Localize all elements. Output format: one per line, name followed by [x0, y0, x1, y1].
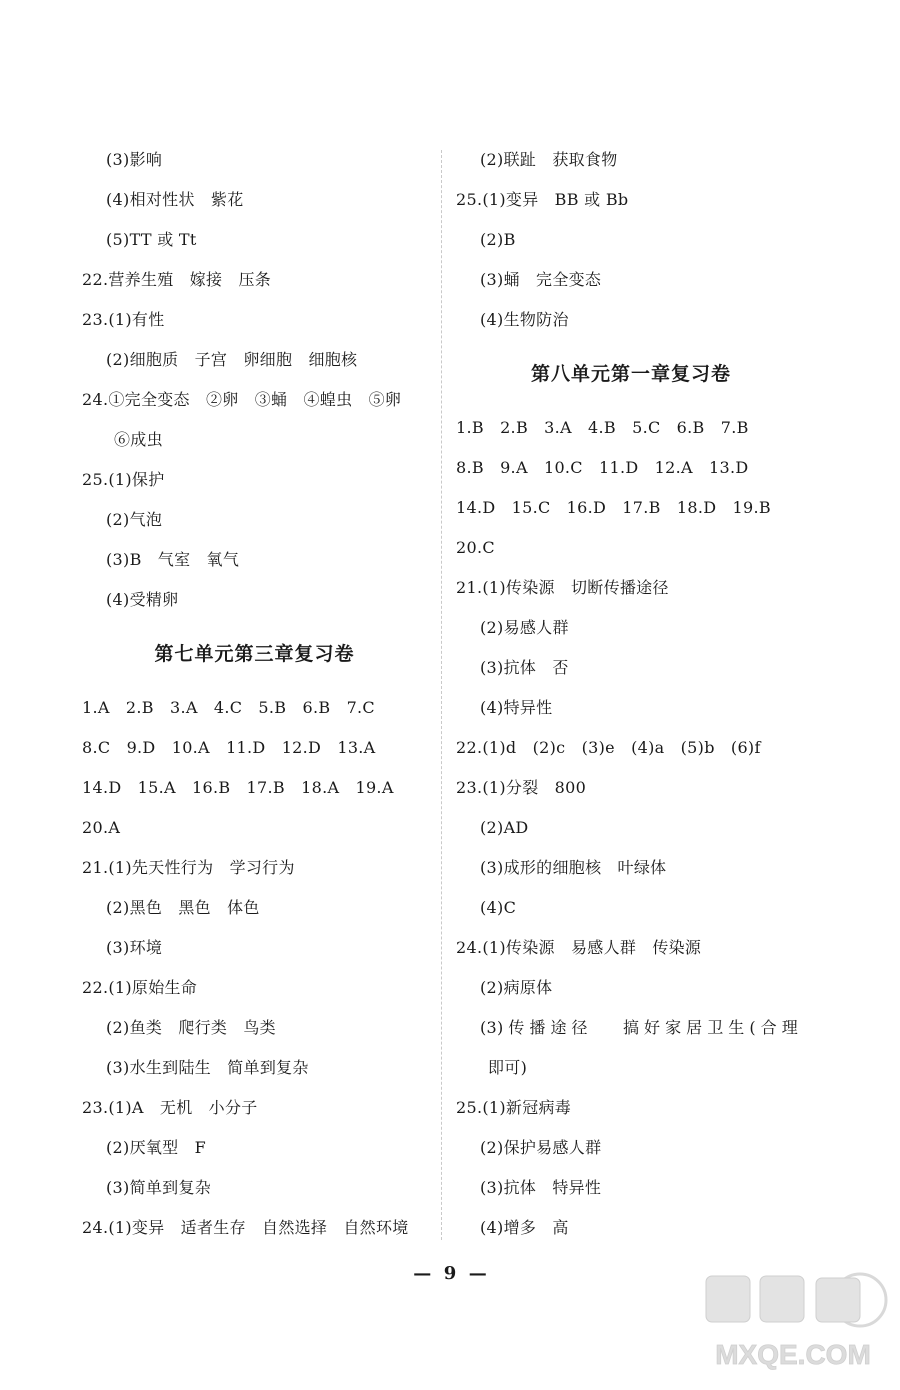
- answer-line: 20.C: [456, 538, 495, 557]
- answer-line: 23.(1)有性: [82, 310, 165, 329]
- answer-line: (3)抗体 否: [480, 658, 569, 677]
- answer-line: (4)受精卵: [106, 590, 179, 609]
- answer-line: 25.(1)变异 BB 或 Bb: [456, 190, 629, 209]
- answer-line: 即可): [488, 1058, 528, 1077]
- answer-line: 8.B 9.A 10.C 11.D 12.A 13.D: [456, 458, 749, 477]
- answer-line: (3)蛹 完全变态: [480, 270, 602, 289]
- answer-line: (5)TT 或 Tt: [106, 230, 197, 249]
- answer-line: (4)相对性状 紫花: [106, 190, 244, 209]
- answer-line: (2)易感人群: [480, 618, 569, 637]
- answer-line: 8.C 9.D 10.A 11.D 12.D 13.A: [82, 738, 376, 757]
- answer-line: (4)特异性: [480, 698, 553, 717]
- answer-line: 14.D 15.C 16.D 17.B 18.D 19.B: [456, 498, 771, 517]
- answer-line: 24.(1)变异 适者生存 自然选择 自然环境: [82, 1218, 409, 1237]
- answer-line: (2)细胞质 子宫 卵细胞 细胞核: [106, 350, 358, 369]
- page-number: — 9 —: [413, 1263, 487, 1284]
- answer-line: (2)病原体: [480, 978, 553, 997]
- answer-line: 24.①完全变态 ②卵 ③蛹 ④蝗虫 ⑤卵: [82, 390, 402, 409]
- answer-line: 14.D 15.A 16.B 17.B 18.A 19.A: [82, 778, 394, 797]
- answer-line: 22.营养生殖 嫁接 压条: [82, 270, 272, 289]
- answer-line: (2)AD: [480, 818, 529, 837]
- answer-line: 1.A 2.B 3.A 4.C 5.B 6.B 7.C: [82, 698, 375, 717]
- answer-line: 24.(1)传染源 易感人群 传染源: [456, 938, 702, 957]
- answer-line: 1.B 2.B 3.A 4.B 5.C 6.B 7.B: [456, 418, 749, 437]
- answer-line: 25.(1)保护: [82, 470, 165, 489]
- answer-line: (4)C: [480, 898, 517, 917]
- answer-line: (3)B 气室 氧气: [106, 550, 240, 569]
- answer-line: (3)抗体 特异性: [480, 1178, 602, 1197]
- answer-line: 23.(1)A 无机 小分子: [82, 1098, 258, 1117]
- answer-line: (2)保护易感人群: [480, 1138, 602, 1157]
- answer-line: (4)生物防治: [480, 310, 569, 329]
- answer-line: 21.(1)传染源 切断传播途径: [456, 578, 669, 597]
- answer-line: (2)气泡: [106, 510, 163, 529]
- answer-line: (3)环境: [106, 938, 163, 957]
- answer-line: ⑥成虫: [114, 430, 163, 449]
- answer-line: (3)简单到复杂: [106, 1178, 212, 1197]
- answer-line: (3)成形的细胞核 叶绿体: [480, 858, 667, 877]
- answer-line: (3)传播途径 搞好家居卫生(合理: [480, 1018, 798, 1037]
- answer-line: (2)厌氧型 F: [106, 1138, 207, 1157]
- column-divider: [441, 150, 442, 1240]
- answer-line: 22.(1)原始生命: [82, 978, 198, 997]
- answer-line: (4)增多 高: [480, 1218, 569, 1237]
- left-column: [82, 140, 427, 1248]
- answer-line: (2)联趾 获取食物: [480, 150, 618, 169]
- answer-line: (3)水生到陆生 简单到复杂: [106, 1058, 309, 1077]
- answer-line: 25.(1)新冠病毒: [456, 1098, 572, 1117]
- answer-line: 20.A: [82, 818, 121, 837]
- answer-line: (3)影响: [106, 150, 163, 169]
- answer-line: (2)B: [480, 230, 516, 249]
- right-column: [456, 140, 806, 1248]
- answer-line: (2)鱼类 爬行类 鸟类: [106, 1018, 276, 1037]
- watermark-domain: MXQE.COM: [715, 1339, 871, 1370]
- section-title: 第七单元第三章复习卷: [154, 643, 355, 665]
- answer-line: 22.(1)d (2)c (3)e (4)a (5)b (6)f: [456, 738, 761, 757]
- answer-line: (2)黑色 黑色 体色: [106, 898, 260, 917]
- answer-line: 21.(1)先天性行为 学习行为: [82, 858, 295, 877]
- section-title: 第八单元第一章复习卷: [530, 363, 731, 385]
- answer-line: 23.(1)分裂 800: [456, 778, 587, 797]
